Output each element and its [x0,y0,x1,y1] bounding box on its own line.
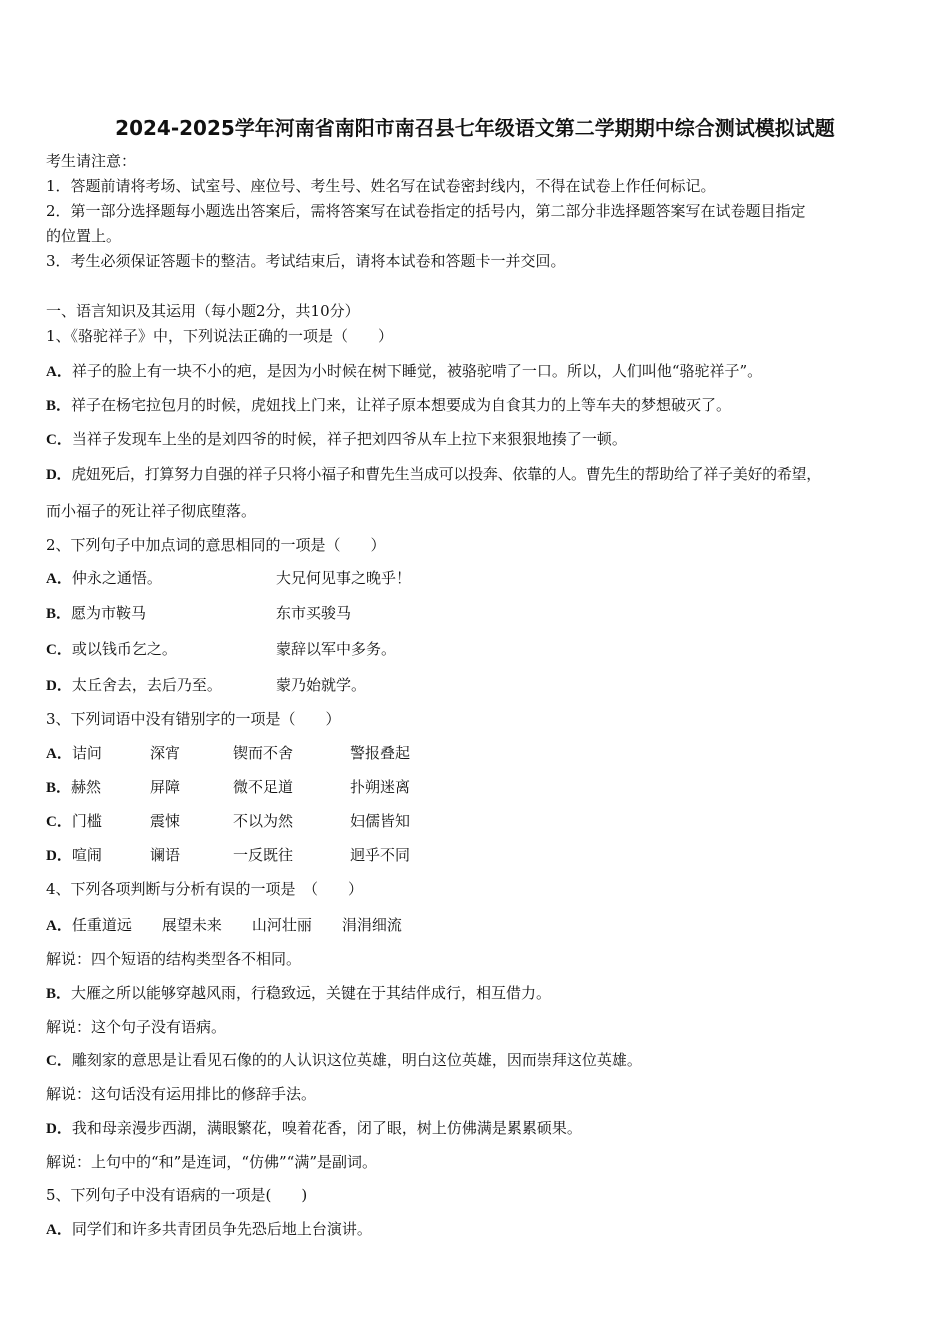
option-label: D． [46,1121,72,1137]
page-title: 2024-2025学年河南省南阳市南召县七年级语文第二学期期中综合测试模拟试题 [115,116,835,140]
option-word: 迥乎不同 [350,846,411,864]
option-text: 大雁之所以能够穿越风雨，行稳致远，关键在于其结伴成行，相互借力。 [71,984,552,1002]
option-word: 不以为然 [233,812,294,830]
option-a [46,743,102,764]
option-b [46,983,551,1004]
option-a [46,361,762,382]
option-text: 雕刻家的意思是让看见石像的的人认识这位英雄，明白这位英雄，因而崇拜这位英雄。 [71,1051,642,1069]
option-b [46,395,731,416]
option-d [46,675,222,696]
option-label: A． [46,746,72,762]
option-c [46,429,627,450]
explanation: 解说：这句话没有运用排比的修辞手法。 [46,1085,317,1103]
option-b [46,603,146,624]
question-stem: 3、下列词语中没有错别字的一项是（ ） [46,710,341,728]
option-label: A． [46,1222,72,1238]
option-b [46,777,101,798]
option-label: C． [46,432,72,448]
option-label: B． [46,986,72,1002]
notice-item: 2．第一部分选择题每小题选出答案后，需将答案写在试卷指定的括号内，第二部分非选择题答案写在试卷题目指定 [46,202,806,220]
option-word: 锲而不舍 [233,744,294,762]
option-d [46,1118,582,1139]
option-word: 喧闹 [71,846,102,864]
option-label: A． [46,571,72,587]
option-label: D． [46,467,72,483]
notice-heading: 考生请注意： [46,152,137,170]
notice-item: 的位置上。 [46,227,122,245]
explanation: 解说：这个句子没有语病。 [46,1018,227,1036]
option-text: 任重道远 展望未来 山河壮丽 涓涓细流 [71,916,402,934]
option-word: 赫然 [71,778,102,796]
option-word: 震悚 [150,812,181,830]
option-d [46,464,821,485]
option-word: 诘问 [71,744,102,762]
option-label: B． [46,780,72,796]
option-left: 或以钱币乞之。 [71,640,177,658]
option-label: C． [46,642,72,658]
option-label: D． [46,848,72,864]
section-heading: 一、语言知识及其运用（每小题2分，共10分） [46,302,360,320]
option-left: 太丘舍去，去后乃至。 [71,676,222,694]
option-right: 大兄何见事之晚乎！ [276,569,412,587]
option-word: 警报叠起 [350,744,411,762]
explanation: 解说：四个短语的结构类型各不相同。 [46,950,302,968]
notice-item: 3．考生必须保证答题卡的整洁。考试结束后，请将本试卷和答题卡一并交回。 [46,252,566,270]
option-c [46,639,177,660]
option-text: 我和母亲漫步西湖，满眼繁花，嗅着花香，闭了眼，树上仿佛满是累累硕果。 [71,1119,582,1137]
option-left: 愿为市鞍马 [71,604,147,622]
option-word: 门槛 [71,812,102,830]
question-stem: 5、下列句子中没有语病的一项是( ) [46,1186,308,1204]
option-left: 仲永之通悟。 [71,569,162,587]
option-a [46,568,162,589]
option-label: C． [46,814,72,830]
option-label: C． [46,1053,72,1069]
option-word: 微不足道 [233,778,294,796]
notice-item: 1．答题前请将考场、试室号、座位号、考生号、姓名写在试卷密封线内，不得在试卷上作任何标记。 [46,177,716,195]
option-text: 同学们和许多共青团员争先恐后地上台演讲。 [71,1220,372,1238]
option-label: D． [46,678,72,694]
explanation: 解说：上句中的“和”是连词，“仿佛”“满”是副词。 [46,1153,378,1171]
option-text: 祥子的脸上有一块不小的疤，是因为小时候在树下睡觉，被骆驼啃了一口。所以，人们叫他“骆驼祥子”。 [71,362,763,380]
option-word: 扑朔迷离 [350,778,411,796]
option-right: 蒙乃始就学。 [276,676,367,694]
option-text: 虎妞死后，打算努力自强的祥子只将小福子和曹先生当成可以投奔、依靠的人。曹先生的帮助给了祥子美好的希望， [71,465,821,483]
option-label: B． [46,606,72,622]
option-word: 妇儒皆知 [350,812,411,830]
option-right: 蒙辞以军中多务。 [276,640,397,658]
option-word: 一反既往 [233,846,294,864]
option-word: 屏障 [150,778,181,796]
option-word: 谰语 [150,846,181,864]
option-word: 深宵 [150,744,181,762]
option-text: 当祥子发现车上坐的是刘四爷的时候，祥子把刘四爷从车上拉下来狠狠地揍了一顿。 [71,430,627,448]
option-right: 东市买骏马 [276,604,352,622]
option-label: A． [46,364,72,380]
question-stem: 1、《骆驼祥子》中，下列说法正确的一项是（ ） [46,327,394,345]
option-a [46,915,402,936]
option-d [46,845,102,866]
option-c [46,811,102,832]
option-label: B． [46,398,72,414]
question-stem: 4、下列各项判断与分析有误的一项是 （ ） [46,880,364,898]
question-stem: 2、下列句子中加点词的意思相同的一项是（ ） [46,536,386,554]
option-continuation: 而小福子的死让祥子彻底堕落。 [46,502,257,520]
option-c [46,1050,642,1071]
option-text: 祥子在杨宅拉包月的时候，虎妞找上门来，让祥子原本想要成为自食其力的上等车夫的梦想破灭了。 [71,396,732,414]
option-a [46,1219,372,1240]
option-label: A． [46,918,72,934]
